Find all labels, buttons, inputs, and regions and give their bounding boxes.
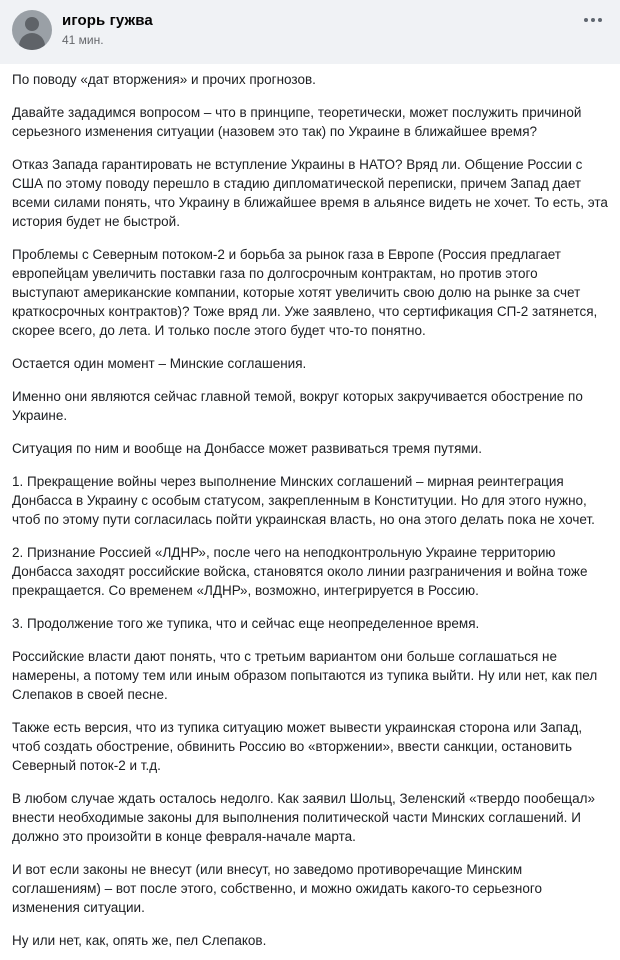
author-block xyxy=(62,10,153,48)
post-paragraph: Проблемы с Северным потоком-2 и борьба за рынок газа в Европе (Россия предлагает европейцам увеличить поставки газа по долгосрочным контрактам, но против этого выступают американские компании, которые хотят увеличить свою долю на рынке за счет краткосрочных контрактов)? Тоже вряд ли. Уже заявлено, что сертификация СП-2 затянется, скорее всего, до лета. И только после этого будет что-то понятно. xyxy=(12,247,598,338)
post-paragraph: Остается один момент – Минские соглашения. xyxy=(12,356,307,371)
more-options-icon[interactable] xyxy=(580,14,606,26)
dot xyxy=(598,18,602,22)
post-paragraph: В любом случае ждать осталось недолго. Как заявил Шольц, Зеленский «твердо пообещал» внести необходимые законы для выполнения политической части Минских соглашений. И должно это произойти в конце февраля-начале марта. xyxy=(12,791,596,844)
post-paragraph: И вот если законы не внесут (или внесут, но заведомо противоречащие Минским соглашениям) – вот после этого, собственно, и можно ожидать какого-то серьезного изменения ситуации. xyxy=(12,862,543,915)
avatar[interactable] xyxy=(12,10,52,50)
post-paragraph: По поводу «дат вторжения» и прочих прогнозов. xyxy=(12,72,316,87)
author-name[interactable]: игорь гужва xyxy=(62,12,153,29)
dot xyxy=(584,18,588,22)
post-paragraph: 3. Продолжение того же тупика, что и сейчас еще неопределенное время. xyxy=(12,616,480,631)
post-paragraph: Российские власти дают понять, что с третьим вариантом они больше соглашаться не намерены, а потому тем или иным образом попытаются из тупика выйти. Ну или нет, как пел Слепаков в своей песне. xyxy=(12,649,598,702)
dot xyxy=(591,18,595,22)
post-paragraph: Также есть версия, что из тупика ситуацию может вывести украинская сторона или Запад, чтоб создать обострение, обвинить Россию во «вторжении», ввести санкции, остановить Северный поток-2 и т.д. xyxy=(12,720,583,773)
post-header xyxy=(0,0,620,64)
post-body xyxy=(0,64,620,960)
post-paragraph: Отказ Запада гарантировать не вступление Украины в НАТО? Вряд ли. Общение России с США по этому поводу перешло в стадию дипломатической переписки, причем Запад дает всеми силами понять, что Украину в ближайшее время в альянсе видеть не хочет. То есть, эта история будет не быстрой. xyxy=(12,157,608,229)
post-timestamp[interactable]: 41 мин. xyxy=(62,33,104,47)
post-paragraph: 1. Прекращение войны через выполнение Минских соглашений – мирная реинтеграция Донбасса в Украину с особым статусом, закрепленным в Конституции. Но для этого нужно, чтоб по этому пути согласилась пойти украинская власть, но она этого делать пока не хочет. xyxy=(12,474,595,527)
post-paragraph: Ситуация по ним и вообще на Донбассе может развиваться тремя путями. xyxy=(12,441,482,456)
post-paragraph: Именно они являются сейчас главной темой, вокруг которых закручивается обострение по Украине. xyxy=(12,389,583,423)
post-paragraph: 2. Признание Россией «ЛДНР», после чего на неподконтрольную Украине территорию Донбасса заходят российские войска, становятся около линии разграничения и война тоже прекращается. Со временем «ЛДНР», возможно, интегрируется в Россию. xyxy=(12,545,588,598)
post-paragraph: Ну или нет, как, опять же, пел Слепаков. xyxy=(12,933,267,948)
post-paragraph: Давайте зададимся вопросом – что в принципе, теоретически, может послужить причиной серьезного изменения ситуации (назовем это так) по Украине в ближайшее время? xyxy=(12,105,582,139)
